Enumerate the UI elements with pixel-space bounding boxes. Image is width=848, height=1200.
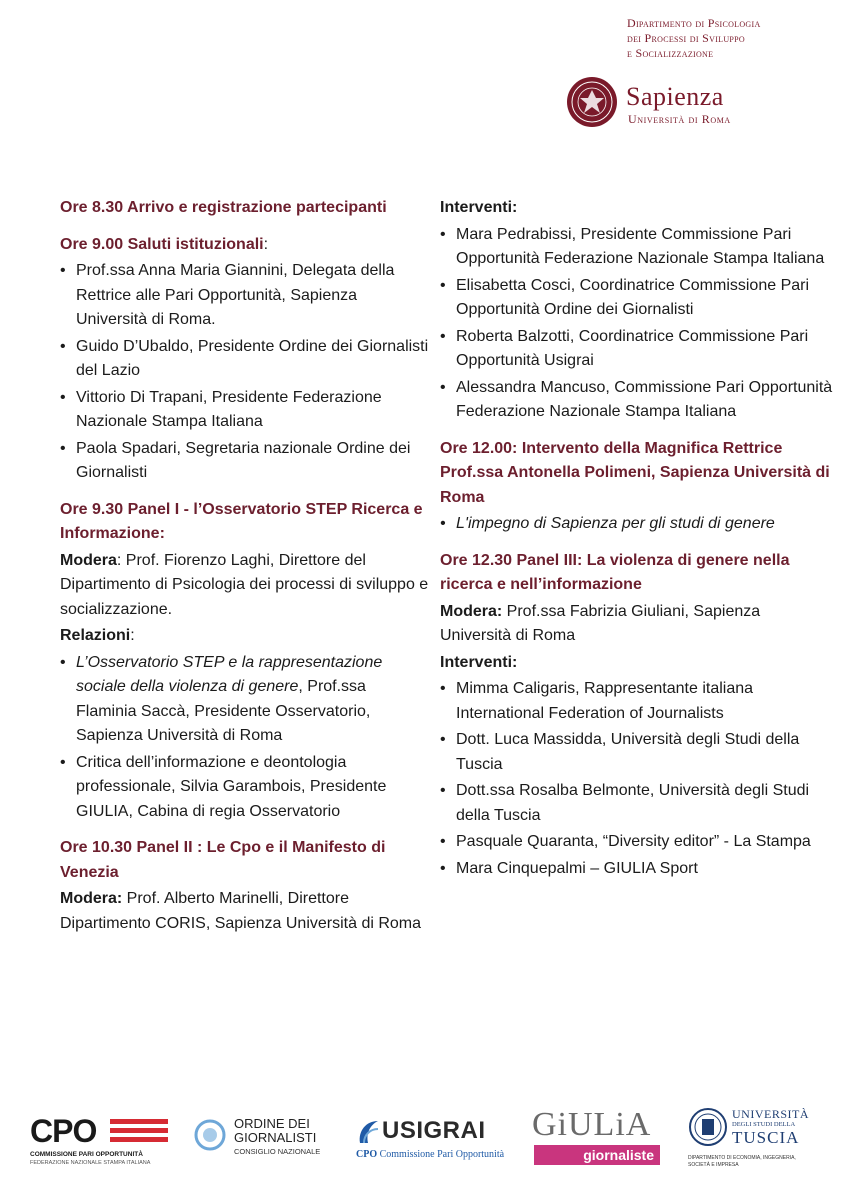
session-title: Ore 12.30 Panel III: La violenza di genere nella ricerca e nell’informazione [440, 551, 790, 593]
tuscia-line-1: UNIVERSITÀ [732, 1107, 809, 1121]
list-item [60, 651, 430, 749]
speaker-list [440, 223, 835, 425]
odg-circle-icon [194, 1119, 226, 1151]
session-title: Ore 12.00: Intervento della Magnifica Rettrice Prof.ssa Antonella Polimeni, Sapienza Università di Roma [440, 439, 830, 506]
program-left-column [60, 196, 430, 948]
department-heading [627, 16, 842, 61]
list-item: • Elisabetta Cosci, Coordinatrice Commissione Pari Opportunità Ordine dei Giornalisti [440, 274, 835, 323]
session-panel-1 [60, 498, 430, 825]
colon: : [130, 627, 135, 644]
list-item: • Mimma Caligaris, Rappresentante italiana International Federation of Journalists [440, 677, 835, 726]
usigrai-logo [356, 1115, 516, 1165]
sapienza-logo [566, 76, 846, 132]
speaker-list [440, 677, 835, 881]
moderator-text: Prof.ssa Fabrizia Giuliani, Sapienza Università di Roma [440, 602, 761, 644]
session-panel-3 [440, 549, 835, 882]
moderator-text: Prof. Alberto Marinelli, Direttore Dipartimento CORIS, Sapienza Università di Roma [60, 890, 422, 932]
usigrai-subtitle-text: Commissione Pari Opportunità [379, 1149, 505, 1160]
talk-title: L’Osservatorio STEP e la rappresentazione sociale della violenza di genere [76, 653, 383, 695]
list-item: • Dott. Luca Massidda, Università degli Studi della Tuscia [440, 728, 835, 777]
speaker-list [60, 259, 430, 486]
talk-list [440, 512, 835, 537]
odg-line-1: ORDINE DEI [234, 1116, 310, 1131]
department-line-2: dei Processi di Sviluppo [627, 31, 745, 45]
department-line-1: Dipartimento di Psicologia [627, 16, 761, 30]
relazioni-line [60, 624, 430, 649]
university-name: Sapienza [626, 82, 724, 111]
odg-line-2: GIORNALISTI [234, 1130, 317, 1145]
list-item: • Roberta Balzotti, Coordinatrice Commissione Pari Opportunità Usigrai [440, 325, 835, 374]
giulia-subtitle: giornaliste [534, 1145, 660, 1165]
odg-line-3: CONSIGLIO NAZIONALE [234, 1147, 321, 1156]
moderator-text: : Prof. Fiorenzo Laghi, Direttore del Dipartimento di Psicologia dei processi di sviluppo e socializzazione. [60, 551, 429, 618]
program-right-column [440, 196, 835, 893]
interventi-label: Interventi: [440, 199, 518, 216]
usigrai-subtitle [356, 1149, 504, 1160]
session-title: Ore 8.30 Arrivo e registrazione partecipanti [60, 199, 387, 216]
giulia-wordmark: GiULiA [532, 1106, 652, 1143]
giulia-logo [532, 1107, 662, 1167]
session-rector [440, 437, 835, 537]
university-subtitle: Università di Roma [628, 112, 731, 126]
moderator-label: Modera: [60, 890, 123, 907]
panel-2-speakers [440, 196, 835, 425]
list-item: • Vittorio Di Trapani, Presidente Federazione Nazionale Stampa Italiana [60, 386, 430, 435]
ordine-giornalisti-logo [194, 1117, 344, 1165]
session-title-line [60, 233, 430, 258]
partner-logos [0, 1105, 848, 1175]
tuscia-seal-icon [688, 1107, 728, 1147]
tuscia-line-2: DEGLI STUDI DELLA [732, 1121, 796, 1128]
usigrai-cpo: CPO [356, 1149, 378, 1160]
cpo-wordmark: CPO [30, 1113, 97, 1149]
session-title: Ore 10.30 Panel II : Le Cpo e il Manifesto di Venezia [60, 839, 386, 881]
list-item: • Dott.ssa Rosalba Belmonte, Università degli Studi della Tuscia [440, 779, 835, 828]
list-item: • Paola Spadari, Segretaria nazionale Ordine dei Giornalisti [60, 437, 430, 486]
list-item: • Guido D’Ubaldo, Presidente Ordine dei Giornalisti del Lazio [60, 335, 430, 384]
moderator-line [440, 600, 835, 649]
moderator-line [60, 887, 430, 936]
colon: : [263, 235, 269, 253]
cpo-logo [30, 1115, 180, 1167]
moderator-label: Modera [60, 551, 117, 569]
session-title: Ore 9.00 Saluti istituzionali [60, 235, 264, 253]
session-arrival [60, 196, 430, 221]
department-line-3: e Socializzazione [627, 46, 714, 60]
moderator-label: Modera: [440, 602, 503, 620]
session-title: Ore 9.30 Panel I - l’Osservatorio STEP Ricerca e Informazione: [60, 500, 423, 542]
list-item: • Critica dell’informazione e deontologia professionale, Silvia Garambois, Presidente GIULIA, Cabina di regia Osservatorio [60, 751, 430, 825]
session-welcome [60, 233, 430, 486]
interventi-label: Interventi: [440, 653, 518, 671]
talk-speaker: , Prof.ssa Flaminia Saccà, Presidente Osservatorio, Sapienza Università di Roma [76, 678, 371, 744]
tuscia-line-5: SOCIETÀ E IMPRESA [688, 1162, 739, 1168]
cpo-subtitle: COMMISSIONE PARI OPPORTUNITÀ [30, 1151, 143, 1158]
tuscia-line-3: TUSCIA [732, 1128, 800, 1147]
tuscia-line-4: DIPARTIMENTO DI ECONOMIA, INGEGNERIA, [688, 1155, 796, 1161]
usigrai-wordmark: USIGRAI [382, 1117, 486, 1144]
list-item: • Alessandra Mancuso, Commissione Pari Opportunità Federazione Nazionale Stampa Italiana [440, 376, 835, 425]
usigrai-swirl-icon [356, 1117, 380, 1147]
tuscia-logo [688, 1105, 818, 1175]
cpo-subtitle-2: FEDERAZIONE NAZIONALE STAMPA ITALIANA [30, 1160, 151, 1166]
session-panel-2 [60, 836, 430, 936]
list-item: • Prof.ssa Anna Maria Giannini, Delegata della Rettrice alle Pari Opportunità, Sapienza Università di Roma. [60, 259, 430, 333]
list-item: • Mara Cinquepalmi – GIULIA Sport [440, 857, 835, 882]
cpo-stripes-icon [110, 1117, 168, 1147]
talk-list [60, 651, 430, 825]
moderator-line [60, 549, 430, 623]
list-item: • Mara Pedrabissi, Presidente Commissione Pari Opportunità Federazione Nazionale Stampa Italiana [440, 223, 835, 272]
relazioni-label: Relazioni [60, 627, 131, 644]
sapienza-seal-icon [566, 76, 618, 128]
list-item: • Pasquale Quaranta, “Diversity editor” - La Stampa [440, 830, 835, 855]
list-item: • L'impegno di Sapienza per gli studi di genere [440, 512, 835, 537]
